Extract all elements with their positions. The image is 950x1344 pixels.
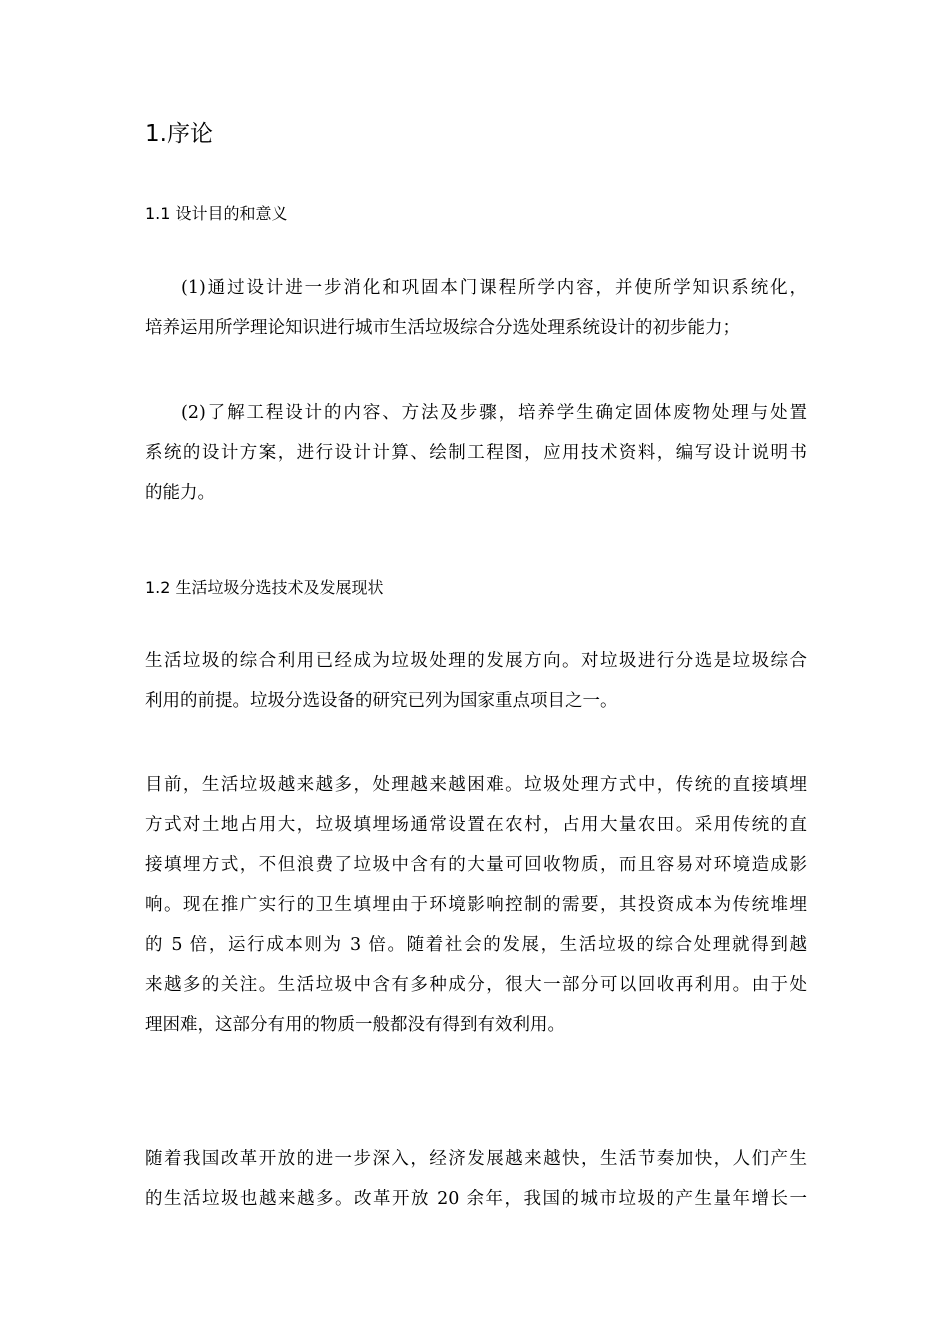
text-line: (1)通过设计进一步消化和巩固本门课程所学内容，并使所学知识系统化， bbox=[181, 278, 807, 298]
text-line: 利用的前提。垃圾分选设备的研究已列为国家重点项目之一。 bbox=[145, 691, 618, 711]
text-line: 培养运用所学理论知识进行城市生活垃圾综合分选处理系统设计的初步能力； bbox=[145, 318, 740, 338]
text-line: (2)了解工程设计的内容、方法及步骤，培养学生确定固体废物处理与处置 bbox=[181, 403, 807, 423]
text-line: 响。现在推广实行的卫生填埋由于环境影响控制的需要，其投资成本为传统堆埋 bbox=[145, 895, 807, 915]
text-line: 接填埋方式，不但浪费了垃圾中含有的大量可回收物质，而且容易对环境造成影 bbox=[145, 855, 807, 875]
paragraph-reform-growth bbox=[145, 1139, 807, 1219]
text-line: 系统的设计方案，进行设计计算、绘制工程图，应用技术资料，编写设计说明书 bbox=[145, 443, 807, 463]
paragraph-design-purpose-2 bbox=[145, 393, 807, 513]
section-heading-1-2: 1.2 生活垃圾分选技术及发展现状 bbox=[145, 578, 384, 597]
text-line: 随着我国改革开放的进一步深入，经济发展越来越快，生活节奏加快，人们产生 bbox=[145, 1149, 807, 1169]
text-line: 理困难，这部分有用的物质一般都没有得到有效利用。 bbox=[145, 1015, 565, 1035]
section-heading-1-1: 1.1 设计目的和意义 bbox=[145, 204, 288, 223]
paragraph-design-purpose-1 bbox=[145, 268, 807, 348]
chapter-title: 1.序论 bbox=[145, 121, 213, 147]
text-line: 的 5 倍，运行成本则为 3 倍。随着社会的发展，生活垃圾的综合处理就得到越 bbox=[145, 935, 807, 955]
text-line: 来越多的关注。生活垃圾中含有多种成分，很大一部分可以回收再利用。由于处 bbox=[145, 975, 807, 995]
text-line: 目前，生活垃圾越来越多，处理越来越困难。垃圾处理方式中，传统的直接填埋 bbox=[145, 775, 807, 795]
text-line: 生活垃圾的综合利用已经成为垃圾处理的发展方向。对垃圾进行分选是垃圾综合 bbox=[145, 651, 807, 671]
paragraph-current-status bbox=[145, 765, 807, 1045]
text-line: 的生活垃圾也越来越多。改革开放 20 余年，我国的城市垃圾的产生量年增长一 bbox=[145, 1189, 807, 1209]
text-line: 的能力。 bbox=[145, 483, 215, 503]
paragraph-sorting-overview bbox=[145, 641, 807, 721]
text-line: 方式对土地占用大，垃圾填埋场通常设置在农村，占用大量农田。采用传统的直 bbox=[145, 815, 807, 835]
